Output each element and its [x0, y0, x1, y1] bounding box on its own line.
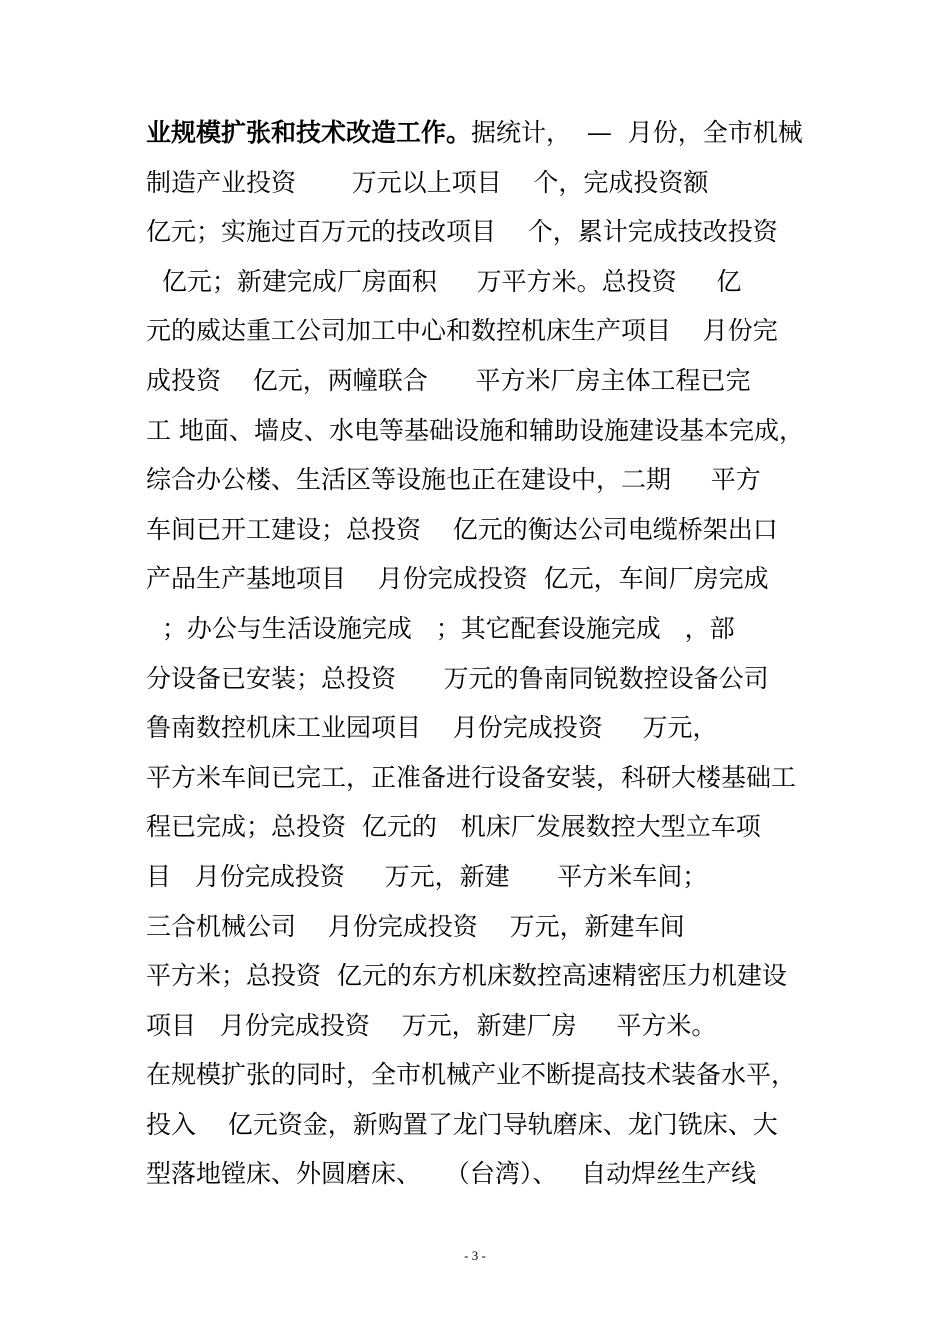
text-line-16: 目 月份完成投资 万元，新建 平方米车间；	[146, 861, 708, 891]
text-line-14: 平方米车间已完工，正准备进行设备安装，科研大楼基础工	[146, 762, 797, 792]
text-line-3: 亿元；实施过百万元的技改项目 个，累计完成技改投资	[146, 217, 778, 247]
text-line-1	[146, 108, 816, 158]
text-line-6: 成投资 亿元，两幢联合 平方米厂房主体工程已完	[146, 365, 751, 395]
text-line-8: 综合办公楼、生活区等设施也正在建设中，二期 平方	[146, 465, 761, 495]
text-line-5: 元的威达重工公司加工中心和数控机床生产项目 月份完	[146, 316, 778, 346]
text-line-21: 投入 亿元资金，新购置了龙门导轨磨床、龙门铣床、大	[146, 1109, 778, 1139]
body-text	[146, 108, 816, 1199]
text-line-22: 型落地镗床、外圆磨床、 （台湾）、 自动焊丝生产线	[146, 1159, 757, 1189]
text-line-2: 制造产业投资 万元以上项目 个，完成投资额	[146, 167, 709, 197]
text-line-11: ；办公与生活设施完成 ；其它配套设施完成 ，部	[146, 613, 735, 643]
text-line-19: 项目 月份完成投资 万元，新建厂房 平方米。	[146, 1010, 717, 1040]
bold-phrase: 业规模扩张和技术改造工作。	[146, 118, 472, 147]
text-line-15: 程已完成；总投资 亿元的 机床厂发展数控大型立车项	[146, 812, 761, 842]
text-line-17: 三合机械公司 月份完成投资 万元，新建车间	[146, 911, 685, 941]
text-line-7: 工 地面、墙皮、水电等基础设施和辅助设施建设基本完成，	[146, 415, 804, 445]
text-line-13: 鲁南数控机床工业园项目 月份完成投资 万元，	[146, 713, 718, 743]
text-line-10: 产品生产基地项目 月份完成投资 亿元，车间厂房完成	[146, 564, 769, 594]
text-line-4: 亿元；新建完成厂房面积 万平方米。总投资 亿	[146, 266, 742, 296]
text-line-12: 分设备已安装；总投资 万元的鲁南同锐数控设备公司	[146, 663, 769, 693]
text-line-20: 在规模扩张的同时，全市机械产业不断提高技术装备水平，	[146, 1060, 797, 1090]
page-number: - 3 -	[464, 1248, 486, 1263]
text-line-18: 平方米；总投资 亿元的东方机床数控高速精密压力机建设	[146, 961, 787, 991]
text-line-9: 车间已开工建设；总投资 亿元的衡达公司电缆桥架出口	[146, 514, 778, 544]
text-line-1-rest: 据统计， — 月份，全市机械	[471, 118, 803, 147]
